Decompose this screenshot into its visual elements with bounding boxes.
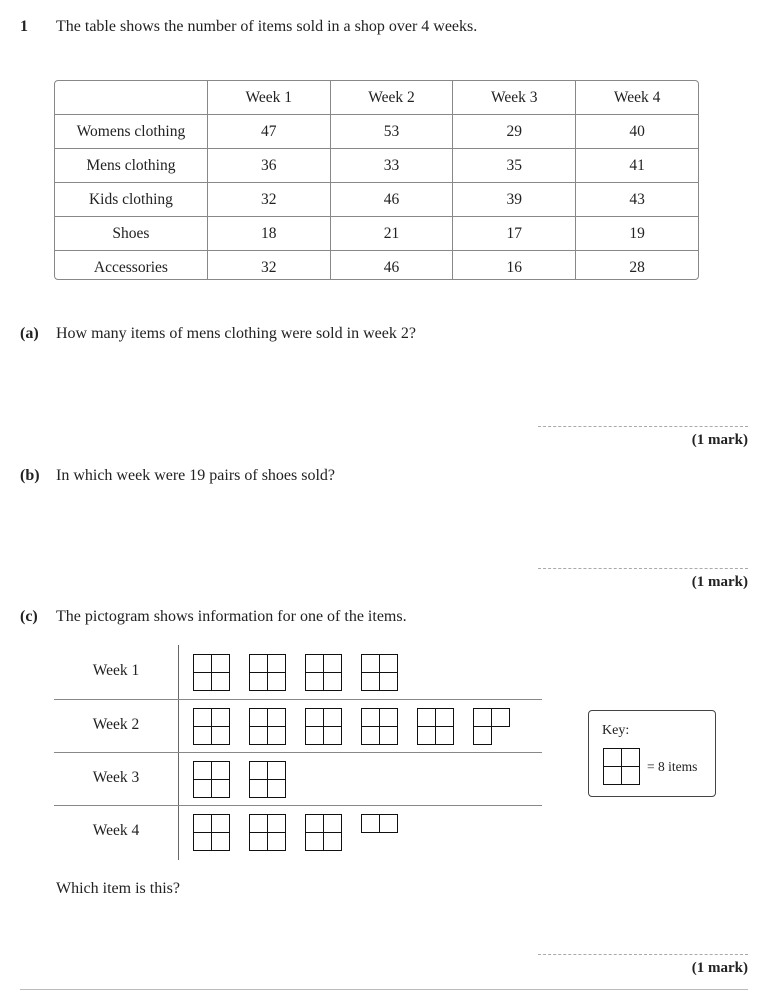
symbol-quarter (361, 708, 380, 727)
pictogram-row-label: Week 1 (92, 662, 140, 679)
symbol-quarter (305, 832, 324, 851)
table-cell: 16 (453, 251, 576, 281)
symbol-quarter (211, 708, 230, 727)
symbol-quarter (211, 654, 230, 673)
table-row-label: Shoes (55, 217, 207, 251)
symbol-quarter (267, 779, 286, 798)
table-cell: 21 (330, 217, 453, 251)
table-header-cell: Week 3 (453, 81, 576, 115)
table-cell: 19 (576, 217, 698, 251)
table-row (55, 183, 698, 217)
symbol-quarter (323, 708, 342, 727)
part-c-followup: Which item is this? (56, 880, 180, 897)
table-row-label: Accessories (55, 251, 207, 281)
question-intro: The table shows the number of items sold in a shop over 4 weeks. (56, 18, 478, 35)
symbol-quarter (267, 672, 286, 691)
part-b-mark: (1 mark) (691, 574, 748, 590)
symbol-quarter (417, 708, 436, 727)
symbol-quarter (267, 726, 286, 745)
symbol-quarter (211, 726, 230, 745)
symbol-quarter (305, 726, 324, 745)
table-cell: 29 (453, 115, 576, 149)
symbol-quarter (249, 708, 268, 727)
symbol-quarter (323, 726, 342, 745)
symbol-quarter (305, 708, 324, 727)
pictogram-row-label: Week 2 (92, 716, 140, 733)
pictogram-row-line (54, 699, 542, 700)
table-row-label: Mens clothing (55, 149, 207, 183)
symbol-quarter (305, 814, 324, 833)
symbol-quarter (211, 672, 230, 691)
symbol-quarter (305, 672, 324, 691)
symbol-quarter (267, 654, 286, 673)
symbol-quarter (249, 726, 268, 745)
symbol-quarter (603, 766, 622, 785)
symbol-quarter (211, 832, 230, 851)
pictogram-row-label: Week 4 (92, 822, 140, 839)
table-cell: 17 (453, 217, 576, 251)
symbol-quarter (379, 726, 398, 745)
symbol-quarter (379, 654, 398, 673)
table-row (55, 115, 698, 149)
table-cell: 33 (330, 149, 453, 183)
symbol-quarter (361, 814, 380, 833)
symbol-quarter (267, 708, 286, 727)
symbol-quarter (193, 708, 212, 727)
symbol-quarter (473, 708, 492, 727)
symbol-quarter (193, 779, 212, 798)
symbol-quarter (417, 726, 436, 745)
symbol-quarter (379, 672, 398, 691)
part-b-question: In which week were 19 pairs of shoes sold? (56, 467, 336, 484)
part-a-label: (a) (20, 325, 39, 342)
pictogram-row-line (54, 805, 542, 806)
pictogram-row-label: Week 3 (92, 769, 140, 786)
symbol-quarter (621, 748, 640, 767)
symbol-quarter (249, 779, 268, 798)
symbol-quarter (211, 761, 230, 780)
symbol-quarter (249, 672, 268, 691)
question-number: 1 (20, 18, 28, 35)
part-c-mark: (1 mark) (691, 960, 748, 976)
part-c-answer-line[interactable] (538, 954, 748, 955)
symbol-quarter (361, 672, 380, 691)
symbol-quarter (249, 654, 268, 673)
key-value: = 8 items (647, 759, 698, 774)
part-a-question: How many items of mens clothing were sold in week 2? (56, 325, 416, 342)
symbol-quarter (249, 761, 268, 780)
part-b-answer-line[interactable] (538, 568, 748, 569)
symbol-quarter (361, 726, 380, 745)
symbol-quarter (323, 672, 342, 691)
pictogram-row-line (54, 752, 542, 753)
symbol-quarter (211, 814, 230, 833)
part-c-question: The pictogram shows information for one of the items. (56, 608, 407, 625)
table-header-cell: Week 4 (576, 81, 698, 115)
table-header-cell: Week 1 (207, 81, 330, 115)
table-cell: 46 (330, 251, 453, 281)
symbol-quarter (621, 766, 640, 785)
symbol-quarter (267, 832, 286, 851)
table-cell: 39 (453, 183, 576, 217)
table-row (55, 251, 698, 281)
symbol-quarter (435, 708, 454, 727)
symbol-quarter (267, 761, 286, 780)
symbol-quarter (193, 761, 212, 780)
table-cell: 18 (207, 217, 330, 251)
symbol-quarter (211, 779, 230, 798)
table-header-cell: Week 2 (330, 81, 453, 115)
pictogram-key (588, 710, 716, 797)
symbol-quarter (193, 814, 212, 833)
table-row-label: Kids clothing (55, 183, 207, 217)
table-cell: 53 (330, 115, 453, 149)
symbol-quarter (249, 832, 268, 851)
table-cell: 40 (576, 115, 698, 149)
symbol-quarter (435, 726, 454, 745)
symbol-quarter (305, 654, 324, 673)
symbol-quarter (249, 814, 268, 833)
symbol-quarter (193, 726, 212, 745)
table-cell: 41 (576, 149, 698, 183)
symbol-quarter (379, 814, 398, 833)
symbol-quarter (267, 814, 286, 833)
symbol-quarter (193, 832, 212, 851)
symbol-quarter (193, 654, 212, 673)
table-cell: 28 (576, 251, 698, 281)
key-title: Key: (602, 723, 630, 738)
symbol-quarter (491, 708, 510, 727)
table-cell: 35 (453, 149, 576, 183)
symbol-quarter (323, 814, 342, 833)
page-divider (20, 989, 748, 990)
table-cell: 32 (207, 251, 330, 281)
table-cell: 32 (207, 183, 330, 217)
symbol-quarter (603, 748, 622, 767)
part-c-label: (c) (20, 608, 38, 625)
table-cell: 36 (207, 149, 330, 183)
table-row (55, 149, 698, 183)
sales-table (54, 80, 699, 280)
symbol-quarter (361, 654, 380, 673)
table-header-cell (55, 81, 207, 115)
table-cell: 43 (576, 183, 698, 217)
symbol-quarter (323, 832, 342, 851)
part-a-mark: (1 mark) (691, 432, 748, 448)
part-a-answer-line[interactable] (538, 426, 748, 427)
part-b-label: (b) (20, 467, 40, 484)
table-cell: 46 (330, 183, 453, 217)
symbol-quarter (323, 654, 342, 673)
table-cell: 47 (207, 115, 330, 149)
table-header-row (55, 81, 698, 115)
symbol-quarter (193, 672, 212, 691)
symbol-quarter (473, 726, 492, 745)
symbol-quarter (379, 708, 398, 727)
table-row-label: Womens clothing (55, 115, 207, 149)
table-row (55, 217, 698, 251)
